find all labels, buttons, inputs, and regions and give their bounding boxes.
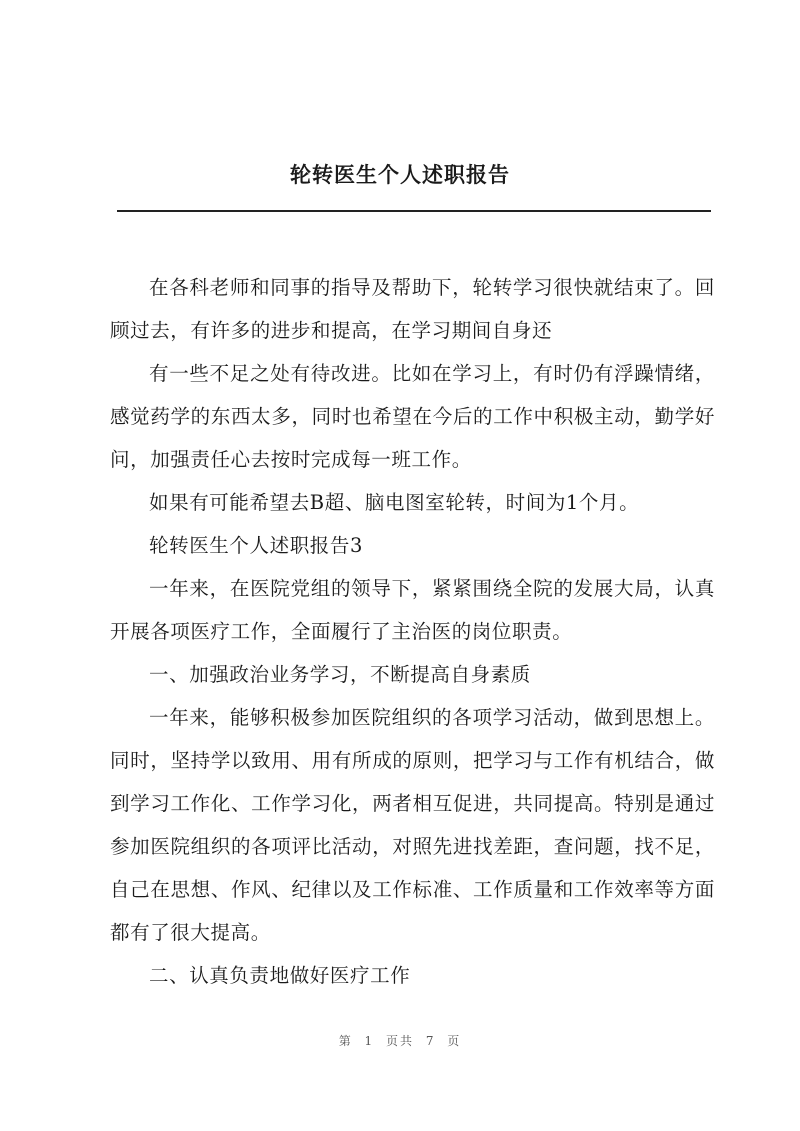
section-title-report-3: 轮转医生个人述职报告3 (149, 534, 364, 557)
page-title: 轮转医生个人述职报告 (290, 162, 510, 187)
paragraph-2: 有一些不足之处有待改进。比如在学习上，有时仍有浮躁情绪，感觉药学的东西太多，同时也希望在今后的工作中积极主动，勤学好问，加强责任心去按时完成每一班工作。 (110, 362, 715, 471)
section-heading-1: 一、加强政治业务学习，不断提高自身素质 (149, 663, 531, 686)
section-heading-2: 二、认真负责地做好医疗工作 (149, 964, 411, 987)
paragraph-3: 如果有可能希望去B超、脑电图室轮转，时间为1个月。 (149, 491, 640, 514)
paragraph-1: 在各科老师和同事的指导及帮助下，轮转学习很快就结束了。回顾过去，有许多的进步和提高，在学习期间自身还 (110, 276, 715, 342)
paragraph-7: 一年来，能够积极参加医院组织的各项学习活动，做到思想上。同时，坚持学以致用、用有所成的原则，把学习与工作有机结合，做到学习工作化、工作学习化，两者相互促进，共同提高。特别是通过参加医院组织的各项评比活动，对照先进找差距，查问题，找不足，自己在思想、作风、纪律以及工作标准、工作质量和工作效率等方面都有了很大提高。 (110, 706, 715, 944)
title-divider (117, 210, 711, 212)
page-number-footer: 第 1 页共 7 页 (338, 1034, 462, 1048)
document-body (110, 266, 715, 997)
paragraph-5: 一年来，在医院党组的领导下，紧紧围绕全院的发展大局，认真开展各项医疗工作，全面履行了主治医的岗位职责。 (110, 577, 715, 643)
